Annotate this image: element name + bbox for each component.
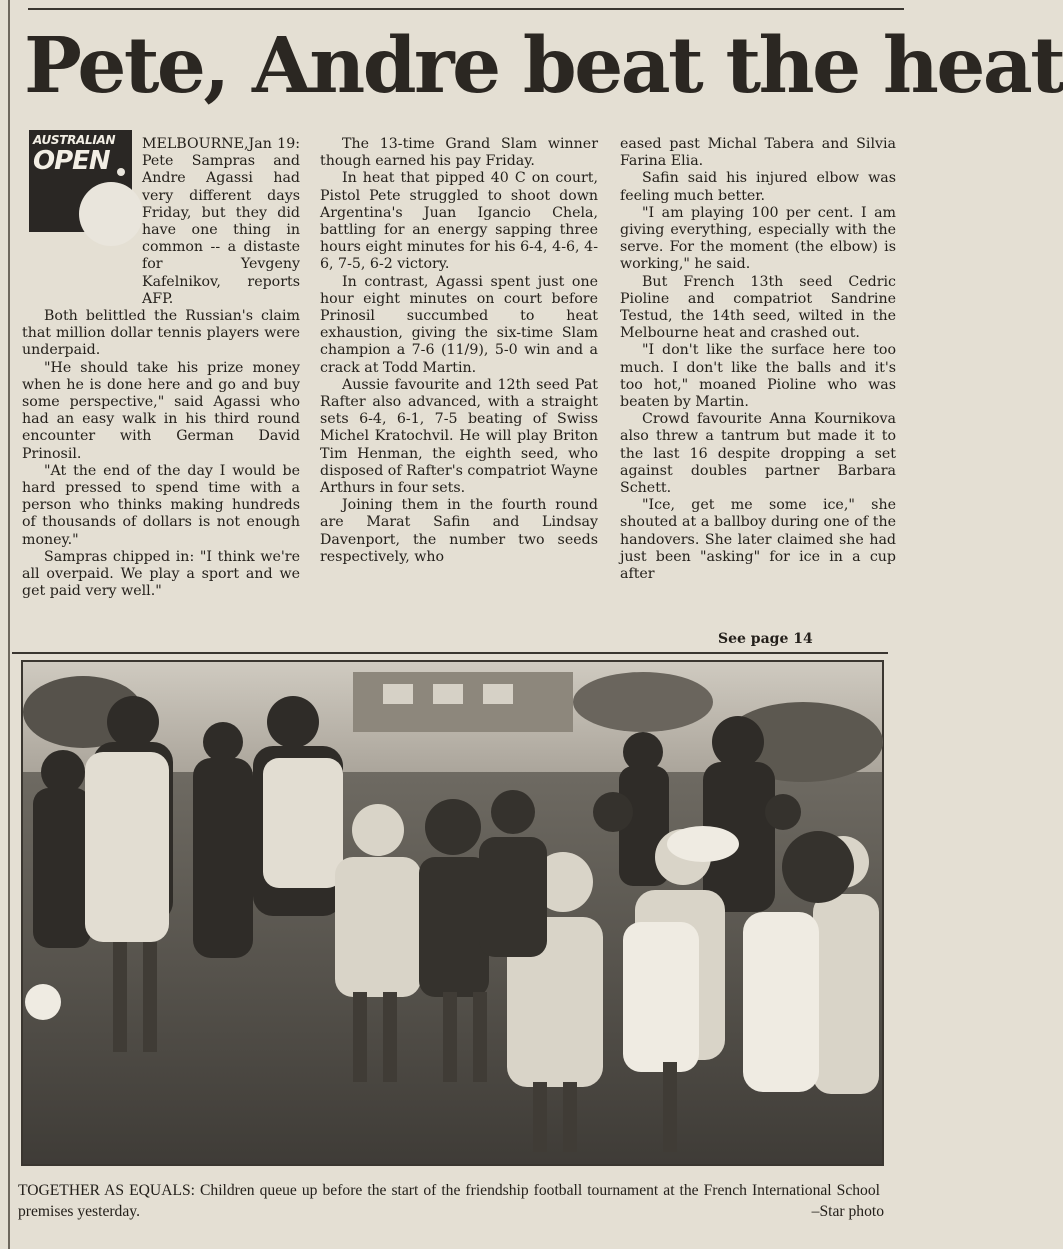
photo-credit: –Star photo: [768, 1201, 884, 1222]
article-paragraph: Sampras chipped in: "I think we're all overpaid. We play a sport and we get paid very well.": [22, 548, 300, 600]
article-paragraph: MELBOURNE,Jan 19: Pete Sampras and Andre Agassi had very different days Friday, but they did have one thing in common -- a distaste for Yevgeny Kafelnikov, reports AFP.: [142, 136, 300, 307]
article-paragraph: In contrast, Agassi spent just one hour eight minutes on court before Prinosil succumbed to heat exhaustion, giving the six-time Slam champion a 7-6 (11/9), 5-0 win and a crack at Todd Martin.: [320, 273, 598, 376]
article-column-2: [320, 136, 598, 566]
top-rule: [28, 8, 904, 10]
article-paragraph: "He should take his prize money when he is done here and go and buy some perspective," said Agassi who had an easy walk in his third round encounter with German David Prinosil.: [22, 359, 300, 462]
news-photo: [21, 660, 884, 1166]
continued-jump-line: See page 14: [718, 631, 813, 647]
article-paragraph: "At the end of the day I would be hard pressed to spend time with a person who thinks making hundreds of thousands of dollars is not enough money.": [22, 462, 300, 548]
article-paragraph: "Ice, get me some ice," she shouted at a ballboy during one of the handovers. She later claimed she had just been "asking" for ice in a cup after: [620, 497, 896, 583]
article-paragraph: eased past Michal Tabera and Silvia Farina Elia.: [620, 136, 896, 170]
logo-line-1: AUSTRALIAN: [33, 133, 116, 147]
article-paragraph: Aussie favourite and 12th seed Pat Rafter also advanced, with a straight sets 6-4, 6-1, 7-5 beating of Swiss Michel Kratochvil. He will play Briton Tim Henman, the eighth seed, who disposed of Rafter's compatriot Wayne Arthurs in four sets.: [320, 376, 598, 497]
article-paragraph: Safin said his injured elbow was feeling much better.: [620, 170, 896, 204]
article-paragraph: "I am playing 100 per cent. I am giving everything, especially with the serve. For the moment (the elbow) is working," he said.: [620, 204, 896, 273]
article-column-3: [620, 136, 896, 583]
page-edge-rule: [8, 0, 10, 1249]
headline: Pete, Andre beat the heat: [24, 21, 1063, 111]
photo-caption: TOGETHER AS EQUALS: Children queue up before the start of the friendship football tournament at the French International School premises yesterday.: [18, 1182, 880, 1220]
logo-line-2: OPEN: [33, 146, 110, 176]
article-column-1: [22, 136, 300, 600]
article-paragraph: Joining them in the fourth round are Marat Safin and Lindsay Davenport, the number two seeds respectively, who: [320, 497, 598, 565]
article-paragraph: In heat that pipped 40 C on court, Pistol Pete struggled to shoot down Argentina's Juan Igancio Chela, battling for an energy sapping three hours eight minutes for his 6-4, 4-6, 4-6, 7-5, 6-2 victory.: [320, 170, 598, 273]
article-paragraph: But French 13th seed Cedric Pioline and compatriot Sandrine Testud, the 14th seed, wilted in the Melbourne heat and crashed out.: [620, 273, 896, 342]
article-paragraph: Crowd favourite Anna Kournikova also threw a tantrum but made it to the last 16 despite dropping a set against doubles partner Barbara Schett.: [620, 411, 896, 497]
section-rule: [12, 652, 888, 654]
article-paragraph: Both belittled the Russian's claim that million dollar tennis players were underpaid.: [22, 308, 300, 359]
article-paragraph: "I don't like the surface here too much. I don't like the balls and it's too hot," moaned Pioline who was beaten by Martin.: [620, 342, 896, 411]
children-queue-photo: [23, 662, 882, 1164]
article-paragraph: The 13-time Grand Slam winner though earned his pay Friday.: [320, 136, 598, 170]
